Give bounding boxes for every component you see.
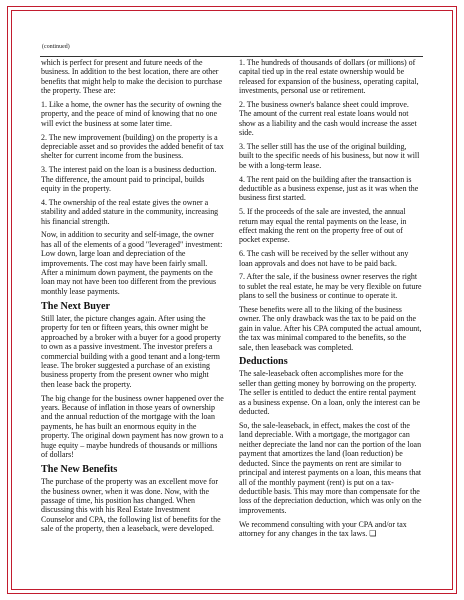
section-heading-next-buyer: The Next Buyer <box>41 300 111 312</box>
right-paragraph: So, the sale-leaseback, in effect, makes the cost of the land depreciable. With a mortgage, the mortgagor can neither depreciate the land nor can the portion of the loan payment that amortizes the land (loan reduction) be deducted. Since the payments on rent are similar to principal and interest payments on a loan, this means that all of the monthly payment (rent) is put on a tax-deductible basis. This may more than compensate for the loss of the depreciation deduction, which was only on the improvements. <box>239 420 422 515</box>
section-heading-new-benefits: The New Benefits <box>41 463 118 475</box>
left-paragraph: The purchase of the property was an excellent move for the business owner, when it was done. Now, with the passage of time, his position has changed. When discussing this with his Real Estate Investment Counselor and CPA, the following list of benefits for the sale of the property, then a leaseback, were developed. <box>41 477 221 534</box>
right-paragraph: 6. The cash will be received by the seller without any loan approvals and does not have to be paid back. <box>239 249 409 268</box>
right-paragraph: 7. After the sale, if the business owner reserves the right to sublet the real estate, he may be very flexible on future plans to sell the business or continue to operate it. <box>239 272 422 301</box>
left-paragraph: 3. The interest paid on the loan is a business deduction. The difference, the amount paid to principal, builds equity in the property. <box>41 165 217 193</box>
right-paragraph: 3. The seller still has the use of the original building, built to the specific needs of his business, but now it will be with a long-term lease. <box>239 142 420 170</box>
section-heading-deductions: Deductions <box>239 356 288 368</box>
left-column <box>41 58 224 538</box>
right-paragraph: 2. The business owner's balance sheet could improve. The amount of the current real estate loans would not show as a liability and the cash would increase the asset side. <box>239 100 417 138</box>
left-paragraph: 4. The ownership of the real estate gives the owner a stability and added stature in the community, increasing his financial strength. <box>41 197 219 226</box>
left-paragraph: 2. The new improvement (building) on the property is a depreciable asset and so provides the added benefit of tax shelter for current income from the business. <box>41 132 224 161</box>
left-paragraph: which is perfect for present and future needs of the business. In addition to the best location, there are other benefits that might help to make the decision to purchase the property. These are: <box>41 58 222 96</box>
header-rule <box>40 56 423 57</box>
right-paragraph: 1. The hundreds of thousands of dollars (or millions) of capital tied up in the real estate ownership would be released for expansion of the business, operating capital, investments, personal use or retirement. <box>239 58 419 96</box>
left-paragraph: Still later, the picture changes again. After using the property for ten or fifteen years, this owner might be approached by a broker with a buyer for a good property to own as a passive investment. The investor prefers a commercial building with a good tenant and a long-term lease. The broker suggested a purchase of an existing business property from the present owner who might then lease back the property. <box>41 313 221 389</box>
left-paragraph: Now, in addition to security and self-image, the owner has all of the elements of a good "leveraged" investment: Low down, large loan and depreciation of the improvements. The cost may have been fairly small. After a minimum down payment, the payments on the loan may not have been too different from the previous monthly lease payments. <box>41 230 223 296</box>
continued-label: (continued) <box>42 44 70 50</box>
right-column <box>239 58 422 543</box>
right-paragraph: 4. The rent paid on the building after the transaction is deductible as a business expense, just as it was when the business first started. <box>239 174 419 203</box>
right-paragraph: We recommend consulting with your CPA and/or tax attorney for any changes in the tax laws. ❏ <box>239 519 407 538</box>
right-paragraph: The sale-leaseback often accomplishes more for the seller than getting money by borrowing on the property. The seller is entitled to deduct the entire rental payment as a business expense. On a loan, only the interest can be deducted. <box>239 369 420 417</box>
left-paragraph: 1. Like a home, the owner has the security of owning the property, and the peace of mind of knowing that no one will evict the business at some later time. <box>41 100 222 128</box>
left-paragraph: The big change for the business owner happened over the years. Because of inflation in those years of ownership and the annual reduction of the mortgage with the loan payments, he has built an enormous equity in the property. The original down payment has now grown to a huge equity – maybe hundreds of thousands or millions of dollars! <box>41 393 224 460</box>
right-paragraph: 5. If the proceeds of the sale are invested, the annual return may equal the rental payments on the lease, in effect making the rent on the property free of out of pocket expense. <box>239 207 407 245</box>
right-paragraph: These benefits were all to the liking of the business owner. The only drawback was the tax to be paid on the gain in value. After his CPA computed the actual amount, the tax was minimal compared to the benefits, so the sale, then leaseback was completed. <box>239 304 422 352</box>
